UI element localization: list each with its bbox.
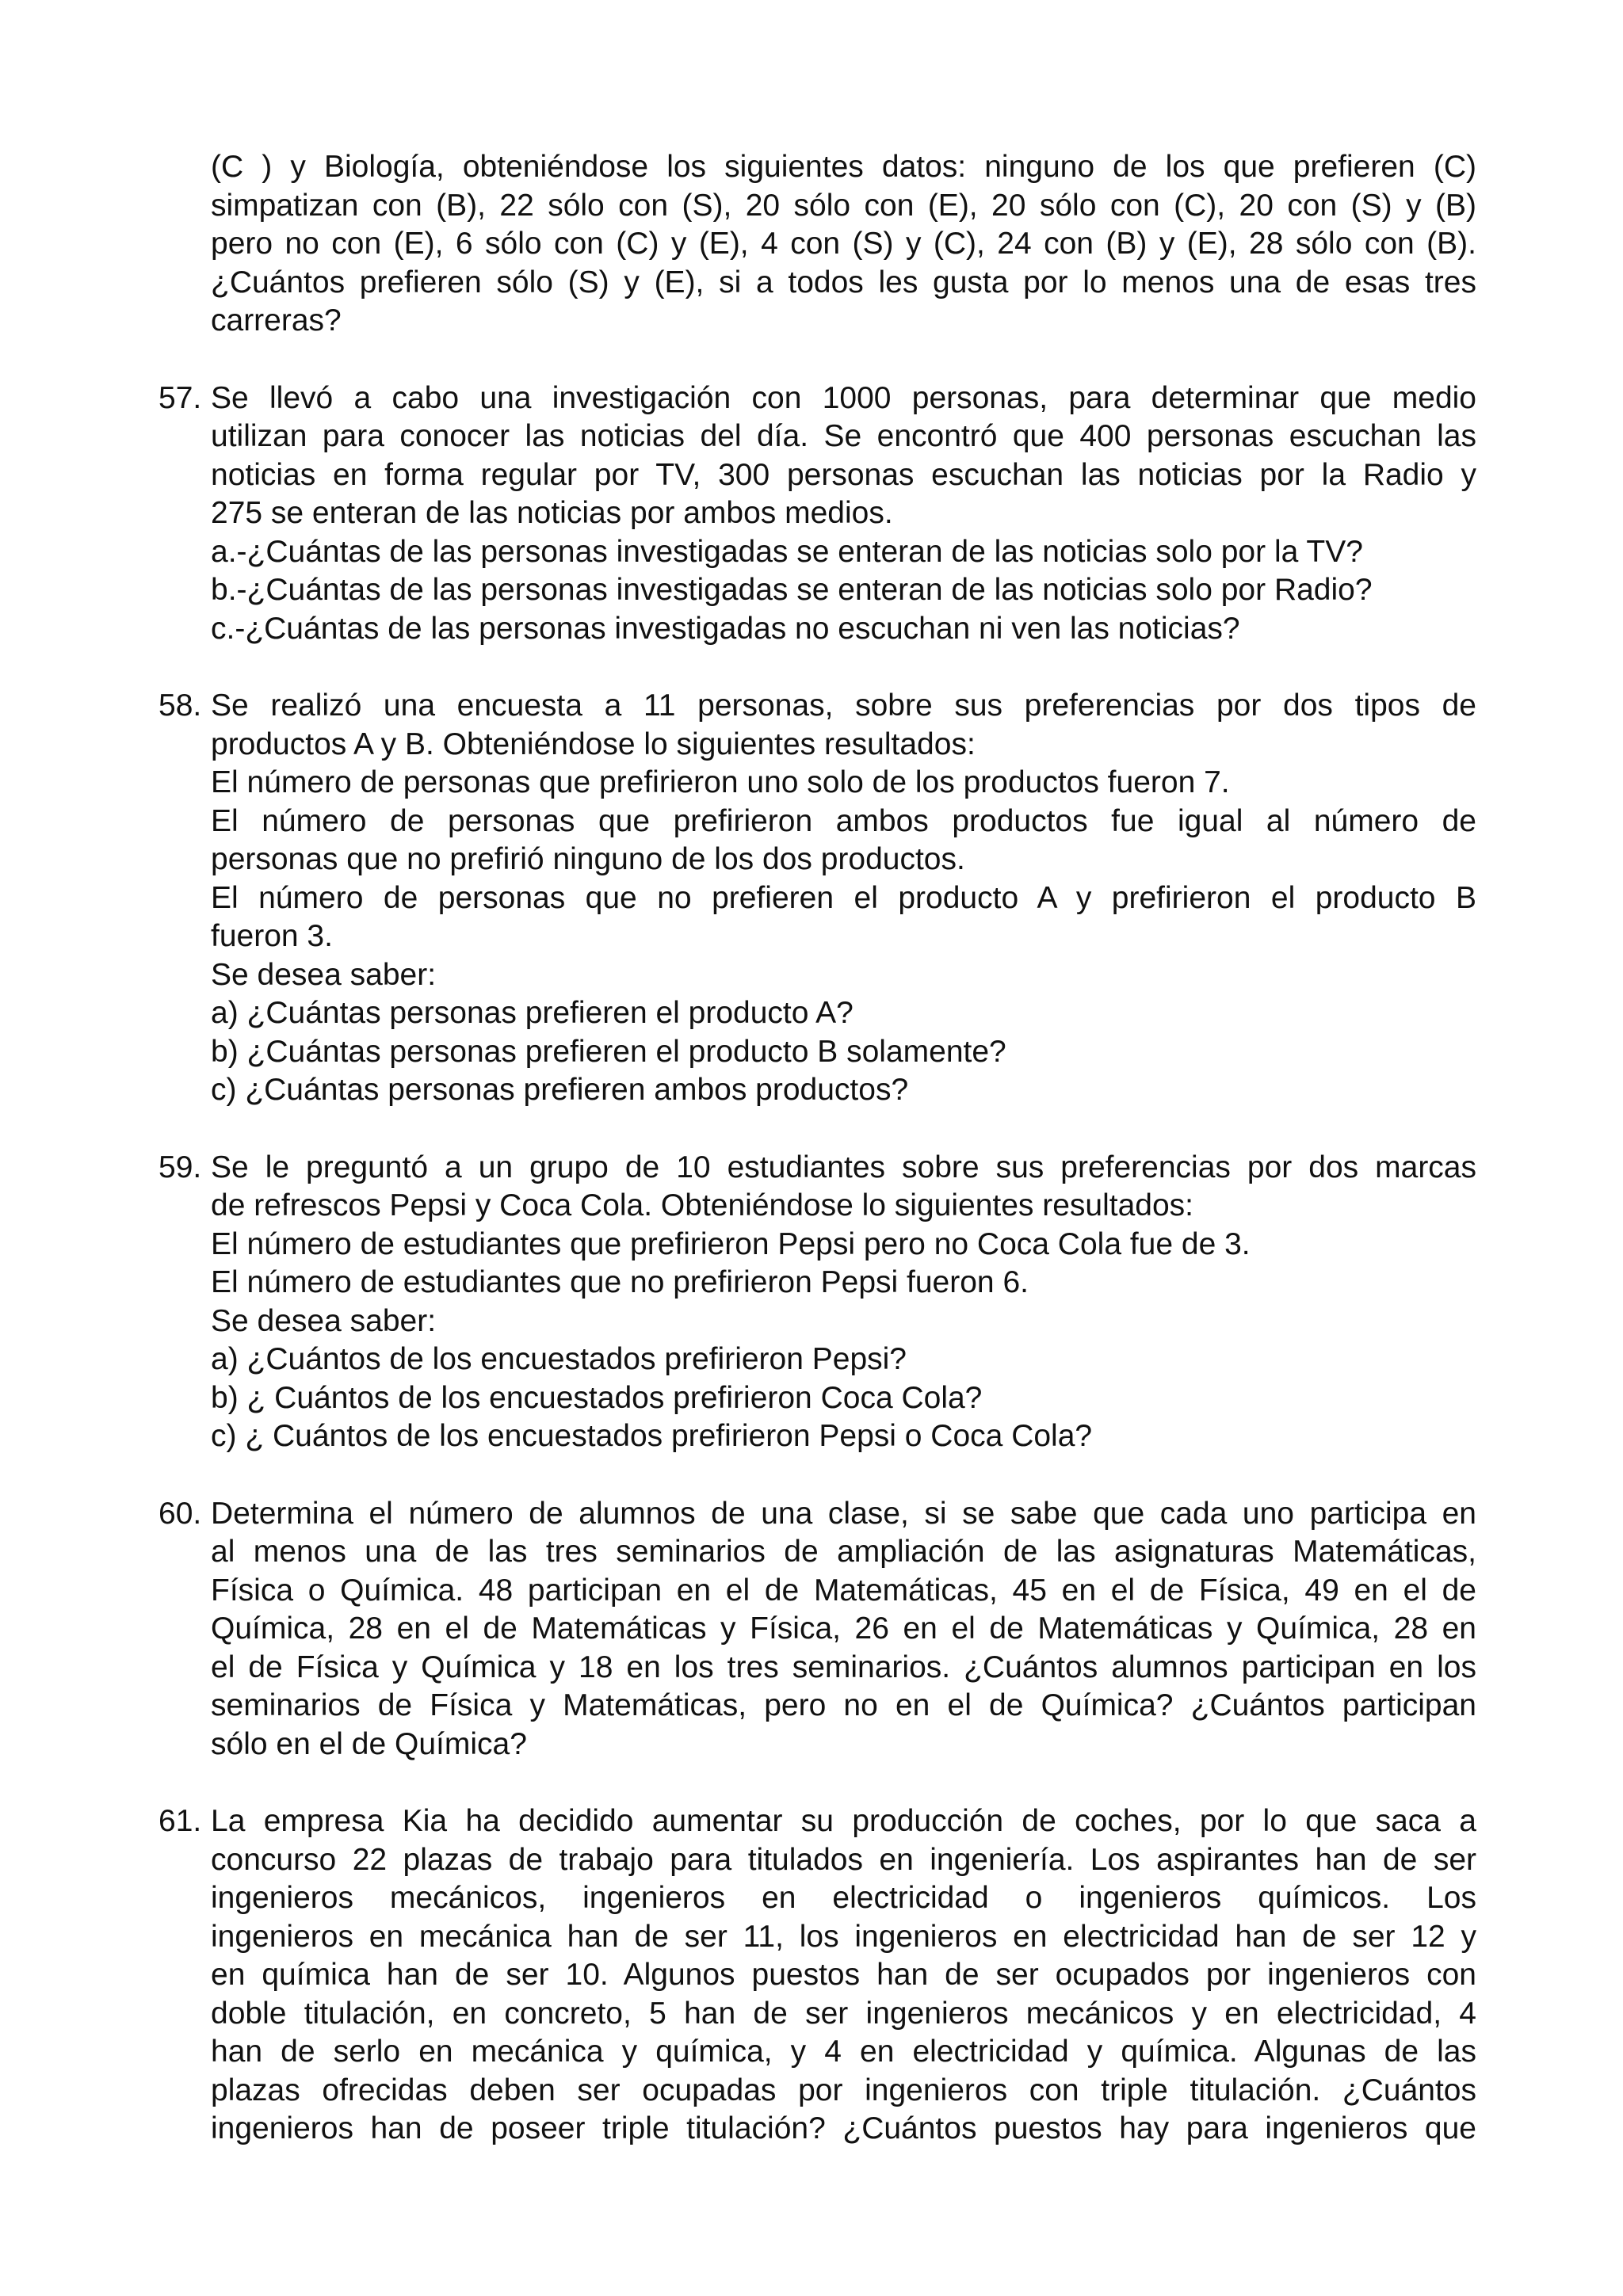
text-line: Se desea saber: <box>211 1303 437 1338</box>
text-line: b) ¿ Cuántos de los encuestados prefirieron Coca Cola? <box>211 1380 983 1415</box>
text-line: al menos una de las tres seminarios de ampliación de las asignaturas Matemáticas, <box>211 1535 1476 1569</box>
problem-60 <box>158 1495 1476 1764</box>
text-line: doble titulación, en concreto, 5 han de ser ingenieros mecánicos y en electricidad, 4 <box>211 1996 1476 2031</box>
text-line: Se llevó a cabo una investigación con 1000 personas, para determinar que medio <box>211 380 1476 415</box>
text-line: de refrescos Pepsi y Coca Cola. Obteniéndose lo siguientes resultados: <box>211 1188 1194 1222</box>
text-line: ingenieros mecánicos, ingenieros en electricidad o ingenieros químicos. Los <box>211 1881 1476 1915</box>
text-line: b.-¿Cuántas de las personas investigadas se enteran de las noticias solo por Radio? <box>211 573 1373 607</box>
text-line: utilizan para conocer las noticias del día. Se encontró que 400 personas escuchan las <box>211 419 1476 453</box>
text-line: seminarios de Física y Matemáticas, pero no en el de Química? ¿Cuántos participan <box>211 1688 1476 1722</box>
problem-58 <box>158 687 1476 1110</box>
text-line: ¿Cuántos prefieren sólo (S) y (E), si a todos les gusta por lo menos una de esas tres <box>211 265 1476 299</box>
text-line: en química han de ser 10. Algunos puestos han de ser ocupados por ingenieros con <box>211 1958 1476 1992</box>
text-line: concurso 22 plazas de trabajo para titulados en ingeniería. Los aspirantes han de ser <box>211 1842 1476 1877</box>
text-line: Se desea saber: <box>211 957 437 992</box>
text-line: ingenieros han de poseer triple titulación? ¿Cuántos puestos hay para ingenieros que <box>211 2111 1476 2145</box>
problem-number: 61. <box>158 1804 202 1838</box>
text-line: Física o Química. 48 participan en el de Matemáticas, 45 en el de Física, 49 en el de <box>211 1573 1476 1608</box>
text-line: 275 se enteran de las noticias por ambos medios. <box>211 496 893 530</box>
problem-57 <box>158 379 1476 649</box>
text-line: La empresa Kia ha decidido aumentar su producción de coches, por lo que saca a <box>211 1804 1476 1838</box>
text-line: productos A y B. Obteniéndose lo siguientes resultados: <box>211 727 976 761</box>
text-line: pero no con (E), 6 sólo con (C) y (E), 4 con (S) y (C), 24 con (B) y (E), 28 sólo con (B). <box>211 227 1476 261</box>
text-line: personas que no prefirió ninguno de los dos productos. <box>211 842 965 876</box>
text-line: ingenieros en mecánica han de ser 11, los ingenieros en electricidad han de ser 12 y <box>211 1919 1476 1954</box>
text-line: a.-¿Cuántas de las personas investigadas se enteran de las noticias solo por la TV? <box>211 534 1363 569</box>
text-line: c.-¿Cuántas de las personas investigadas no escuchan ni ven las noticias? <box>211 611 1240 646</box>
text-line: a) ¿Cuántas personas prefieren el producto A? <box>211 996 854 1030</box>
text-line: plazas ofrecidas deben ser ocupadas por ingenieros con triple titulación. ¿Cuántos <box>211 2073 1476 2107</box>
text-line: El número de personas que prefirieron ambos productos fue igual al número de <box>211 803 1476 838</box>
text-line: han de serlo en mecánica y química, y 4 en electricidad y química. Algunas de las <box>211 2035 1476 2069</box>
text-line: noticias en forma regular por TV, 300 personas escuchan las noticias por la Radio y <box>211 457 1476 492</box>
text-line: El número de personas que no prefieren el producto A y prefirieron el producto B <box>211 880 1476 915</box>
text-line: b) ¿Cuántas personas prefieren el producto B solamente? <box>211 1034 1006 1069</box>
problem-number: 60. <box>158 1496 202 1531</box>
text-line: simpatizan con (B), 22 sólo con (S), 20 sólo con (E), 20 sólo con (C), 20 con (S) y (B) <box>211 188 1476 223</box>
text-line: carreras? <box>211 303 342 338</box>
problem-number: 58. <box>158 688 202 723</box>
text-line: El número de personas que prefirieron uno solo de los productos fueron 7. <box>211 765 1230 799</box>
text-line: sólo en el de Química? <box>211 1726 527 1761</box>
text-line: Química, 28 en el de Matemáticas y Física, 26 en el de Matemáticas y Química, 28 en <box>211 1611 1476 1646</box>
text-line: (C ) y Biología, obteniéndose los siguientes datos: ninguno de los que prefieren (C) <box>211 150 1476 184</box>
problem-61 <box>158 1802 1476 2149</box>
page-content <box>158 148 1476 2187</box>
text-line: Determina el número de alumnos de una clase, si se sabe que cada uno participa en <box>211 1496 1476 1531</box>
problem-number: 57. <box>158 380 202 415</box>
problem-59 <box>158 1149 1476 1456</box>
text-line: Se realizó una encuesta a 11 personas, sobre sus preferencias por dos tipos de <box>211 688 1476 723</box>
problem-number: 59. <box>158 1150 202 1184</box>
text-line: El número de estudiantes que prefirieron Pepsi pero no Coca Cola fue de 3. <box>211 1226 1251 1261</box>
text-line: Se le preguntó a un grupo de 10 estudiantes sobre sus preferencias por dos marcas <box>211 1150 1476 1184</box>
text-line: c) ¿Cuántas personas prefieren ambos productos? <box>211 1073 909 1107</box>
problem-56-continuation <box>158 148 1476 341</box>
text-line: el de Física y Química y 18 en los tres seminarios. ¿Cuántos alumnos participan en los <box>211 1650 1476 1684</box>
text-line: a) ¿Cuántos de los encuestados prefirieron Pepsi? <box>211 1342 907 1376</box>
text-line: c) ¿ Cuántos de los encuestados prefirieron Pepsi o Coca Cola? <box>211 1419 1093 1453</box>
text-line: El número de estudiantes que no prefirieron Pepsi fueron 6. <box>211 1265 1029 1299</box>
text-line: fueron 3. <box>211 919 333 953</box>
